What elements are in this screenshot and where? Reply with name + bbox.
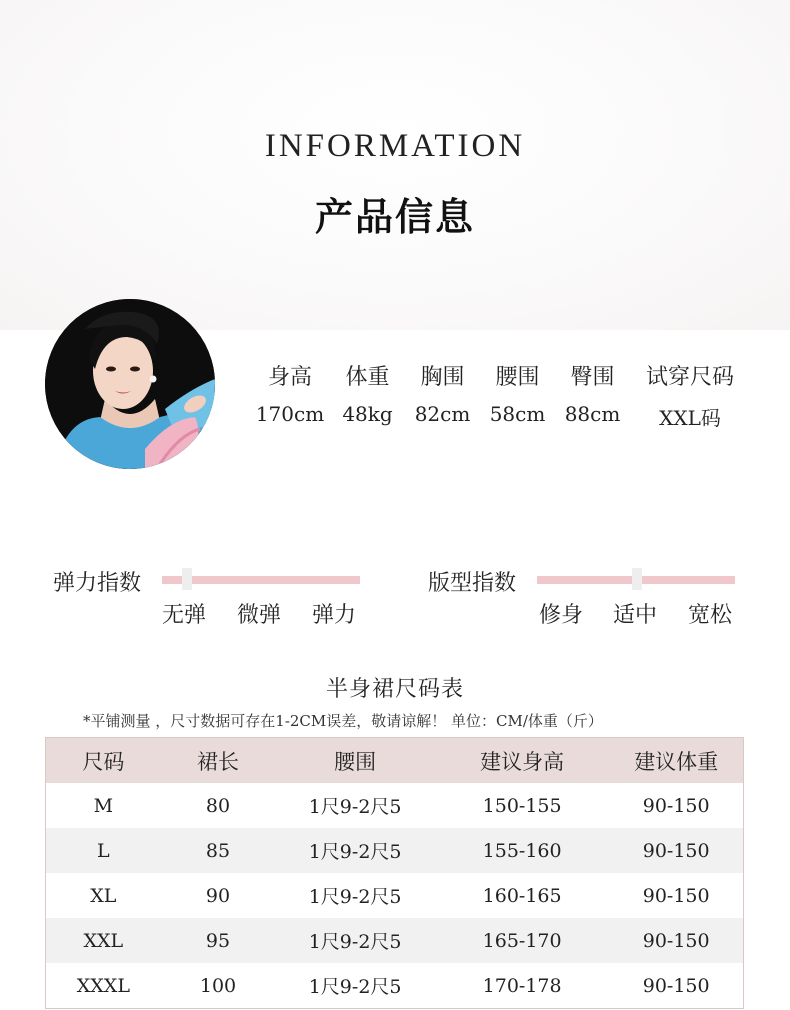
table-header-row bbox=[46, 738, 743, 783]
table-cell: 1尺9-2尺5 bbox=[308, 886, 402, 908]
fit-label: 版型指数 bbox=[428, 571, 517, 596]
table-cell: 80 bbox=[205, 794, 231, 817]
table-cell: L bbox=[97, 839, 110, 862]
value-trial-size: XXL码 bbox=[659, 406, 721, 430]
fit-option-loose: 宽松 bbox=[688, 603, 733, 628]
table-cell: 1尺9-2尺5 bbox=[308, 931, 402, 953]
table-cell: 90-150 bbox=[642, 974, 710, 997]
value-bust: 82cm bbox=[414, 402, 471, 426]
table-cell: 85 bbox=[205, 839, 231, 862]
table-cell: XL bbox=[90, 884, 117, 907]
chinese-title: 产品信息 bbox=[314, 195, 475, 239]
table-cell: 170-178 bbox=[482, 974, 562, 997]
table-cell: 155-160 bbox=[482, 839, 562, 862]
table-row bbox=[46, 828, 743, 873]
table-cell: 1尺9-2尺5 bbox=[308, 796, 402, 818]
table-cell: 165-170 bbox=[482, 929, 562, 952]
label-height: 身高 bbox=[267, 365, 312, 390]
table-cell: 150-155 bbox=[482, 794, 562, 817]
table-cell: 1尺9-2尺5 bbox=[308, 841, 402, 863]
column-header: 尺码 bbox=[82, 749, 125, 774]
table-cell: 100 bbox=[199, 974, 237, 997]
value-height: 170cm bbox=[255, 402, 325, 426]
column-header: 裙长 bbox=[197, 749, 239, 774]
column-header: 建议身高 bbox=[480, 749, 565, 774]
elasticity-option-none: 无弹 bbox=[162, 603, 207, 628]
table-row bbox=[46, 918, 743, 963]
label-hip: 臀围 bbox=[570, 365, 615, 390]
table-cell: XXL bbox=[83, 929, 124, 952]
label-trial-size: 试穿尺码 bbox=[645, 365, 734, 390]
elasticity-option-stretch: 弹力 bbox=[312, 603, 357, 628]
column-header: 腰围 bbox=[334, 749, 377, 774]
table-cell: 90-150 bbox=[642, 839, 710, 862]
table-row bbox=[46, 783, 743, 828]
table-cell: 90-150 bbox=[642, 929, 710, 952]
header-background bbox=[0, 0, 790, 330]
table-cell: 90 bbox=[205, 884, 231, 907]
label-waist: 腰围 bbox=[495, 365, 540, 390]
elasticity-marker bbox=[182, 568, 192, 590]
fit-option-slim: 修身 bbox=[539, 603, 584, 628]
size-table-title: 半身裙尺码表 bbox=[325, 677, 464, 702]
elasticity-label: 弹力指数 bbox=[53, 571, 142, 596]
label-weight: 体重 bbox=[345, 365, 390, 390]
model-measurement-values bbox=[250, 402, 760, 431]
value-weight: 48kg bbox=[342, 402, 393, 426]
model-avatar bbox=[45, 299, 215, 469]
table-cell: XXXL bbox=[76, 974, 130, 997]
model-photo-illustration bbox=[45, 299, 215, 469]
elasticity-option-slight: 微弹 bbox=[237, 603, 282, 628]
fit-marker bbox=[632, 568, 642, 590]
measurement-note: *平铺测量 ，尺寸数据可存在1-2CM误差，敬请谅解！ 单位：CM/体重（斤） bbox=[83, 712, 603, 730]
label-bust: 胸围 bbox=[420, 365, 465, 390]
value-hip: 88cm bbox=[564, 402, 621, 426]
table-row bbox=[46, 963, 743, 1008]
table-cell: 160-165 bbox=[482, 884, 562, 907]
size-table bbox=[45, 737, 744, 1009]
table-row bbox=[46, 873, 743, 918]
table-cell: 90-150 bbox=[642, 794, 710, 817]
fit-option-regular: 适中 bbox=[613, 603, 658, 628]
table-cell: 1尺9-2尺5 bbox=[308, 976, 402, 998]
table-cell: M bbox=[93, 794, 114, 817]
model-measurement-labels bbox=[250, 360, 760, 391]
table-cell: 90-150 bbox=[642, 884, 710, 907]
table-cell: 95 bbox=[205, 929, 231, 952]
value-waist: 58cm bbox=[489, 402, 546, 426]
english-title: INFORMATION bbox=[264, 128, 526, 164]
column-header: 建议体重 bbox=[634, 749, 719, 774]
